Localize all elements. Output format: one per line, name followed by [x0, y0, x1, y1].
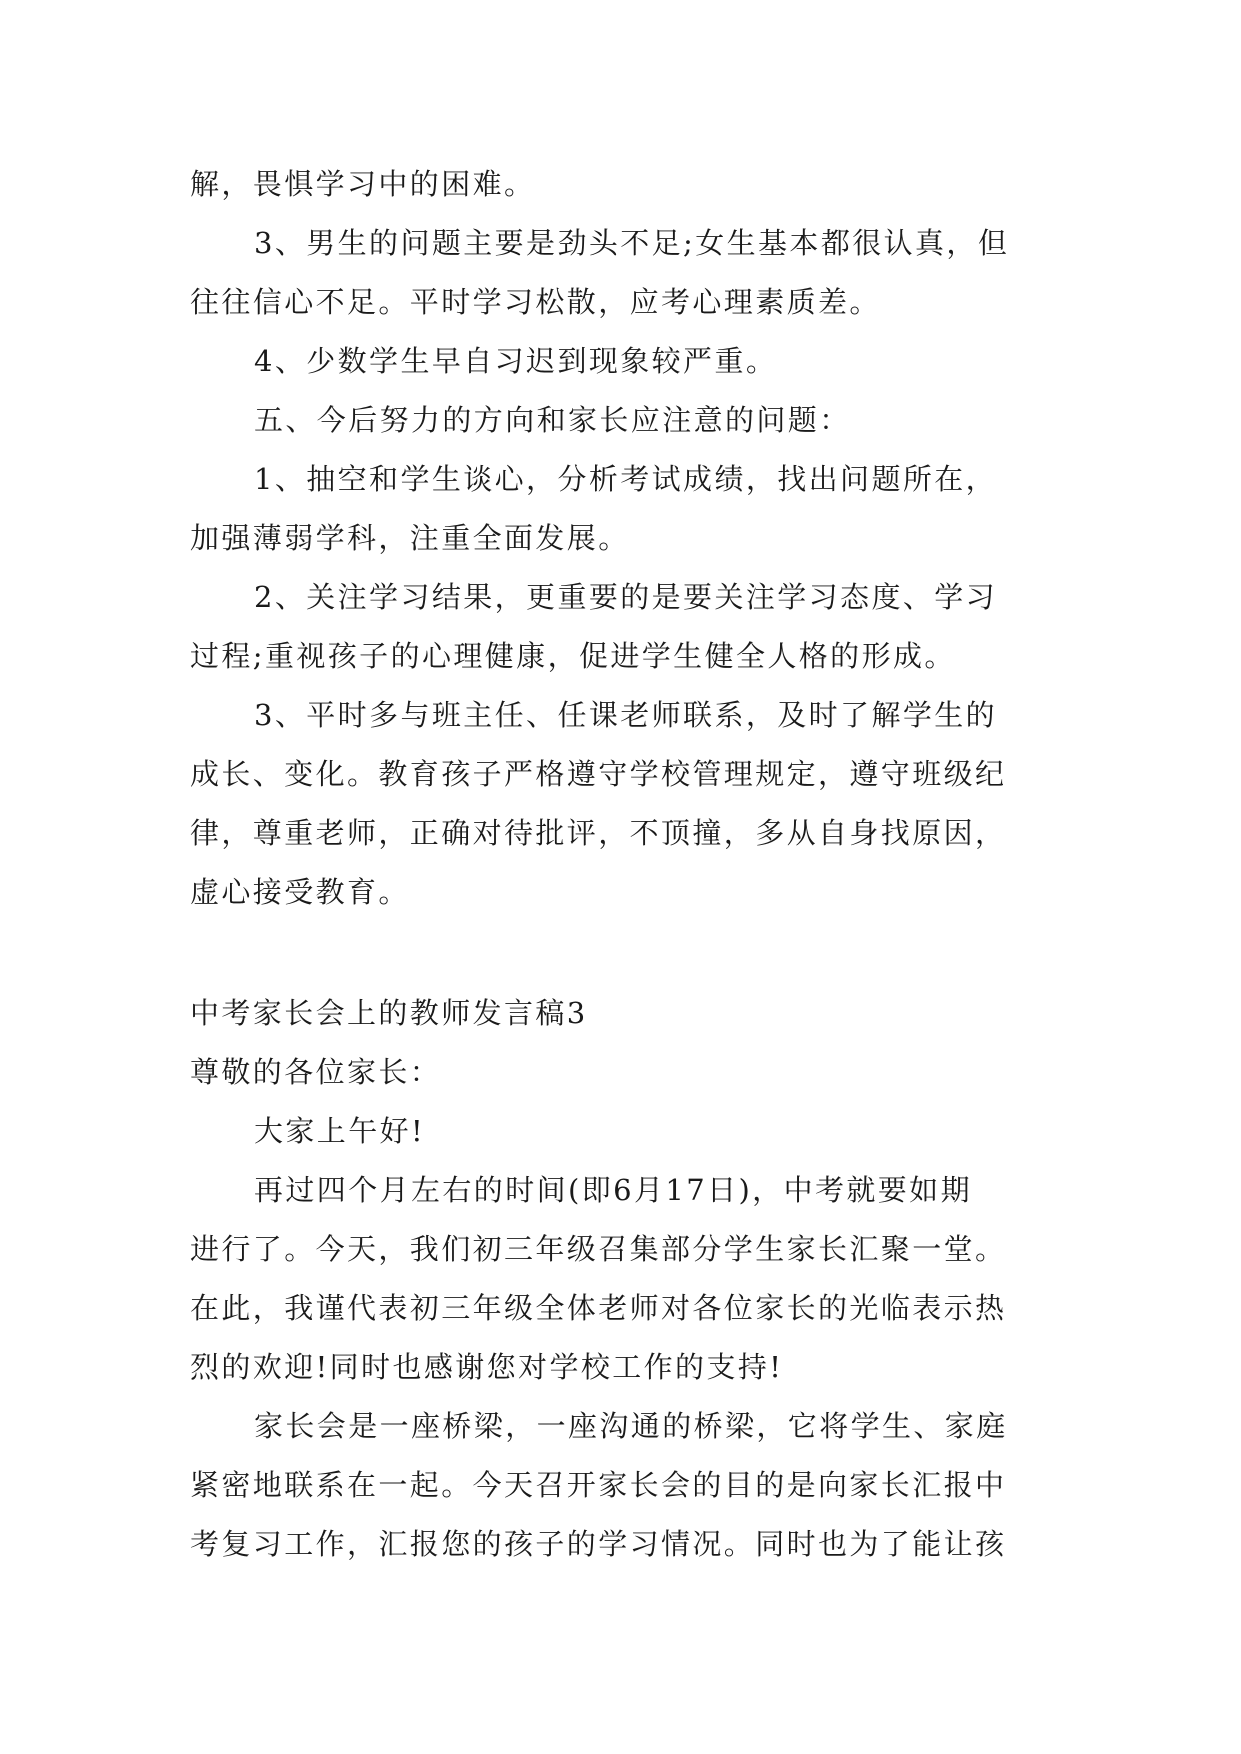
paragraph-line: 解，畏惧学习中的困难。	[190, 167, 536, 201]
paragraph-line: 过程;重视孩子的心理健康，促进学生健全人格的形成。	[190, 639, 956, 673]
salutation: 尊敬的各位家长：	[190, 1055, 442, 1089]
paragraph-line: 紧密地联系在一起。今天召开家长会的目的是向家长汇报中	[190, 1468, 1007, 1502]
section-spacer	[190, 922, 1060, 984]
paragraph-line: 4、少数学生早自习迟到现象较严重。	[254, 344, 778, 378]
paragraph-line: 在此，我谨代表初三年级全体老师对各位家长的光临表示热	[190, 1291, 1007, 1325]
paragraph-line: 成长、变化。教育孩子严格遵守学校管理规定，遵守班级纪	[190, 757, 1007, 791]
paragraph-line: 律，尊重老师，正确对待批评，不顶撞，多从自身找原因，	[190, 816, 1007, 850]
greeting-line: 大家上午好!	[254, 1114, 426, 1148]
paragraph-line: 3、平时多与班主任、任课老师联系，及时了解学生的	[254, 698, 998, 732]
paragraph-line: 1、抽空和学生谈心，分析考试成绩，找出问题所在，	[254, 462, 998, 496]
document-page	[190, 155, 1060, 1574]
paragraph-line: 往往信心不足。平时学习松散，应考心理素质差。	[190, 285, 881, 319]
paragraph-line: 家长会是一座桥梁，一座沟通的桥梁，它将学生、家庭	[254, 1409, 1008, 1443]
paragraph-line: 进行了。今天，我们初三年级召集部分学生家长汇聚一堂。	[190, 1232, 1007, 1266]
paragraph-line: 再过四个月左右的时间(即6月17日)，中考就要如期	[254, 1173, 972, 1207]
section-heading: 五、今后努力的方向和家长应注意的问题：	[254, 403, 851, 437]
paragraph-line: 加强薄弱学科，注重全面发展。	[190, 521, 630, 555]
document-title: 中考家长会上的教师发言稿3	[190, 996, 588, 1030]
paragraph-line: 考复习工作，汇报您的孩子的学习情况。同时也为了能让孩	[190, 1527, 1007, 1561]
paragraph-line: 3、男生的问题主要是劲头不足;女生基本都很认真，但	[254, 226, 1010, 260]
paragraph-line: 2、关注学习结果，更重要的是要关注学习态度、学习	[254, 580, 998, 614]
paragraph-line: 烈的欢迎!同时也感谢您对学校工作的支持!	[190, 1350, 784, 1384]
paragraph-line: 虚心接受教育。	[190, 875, 410, 909]
